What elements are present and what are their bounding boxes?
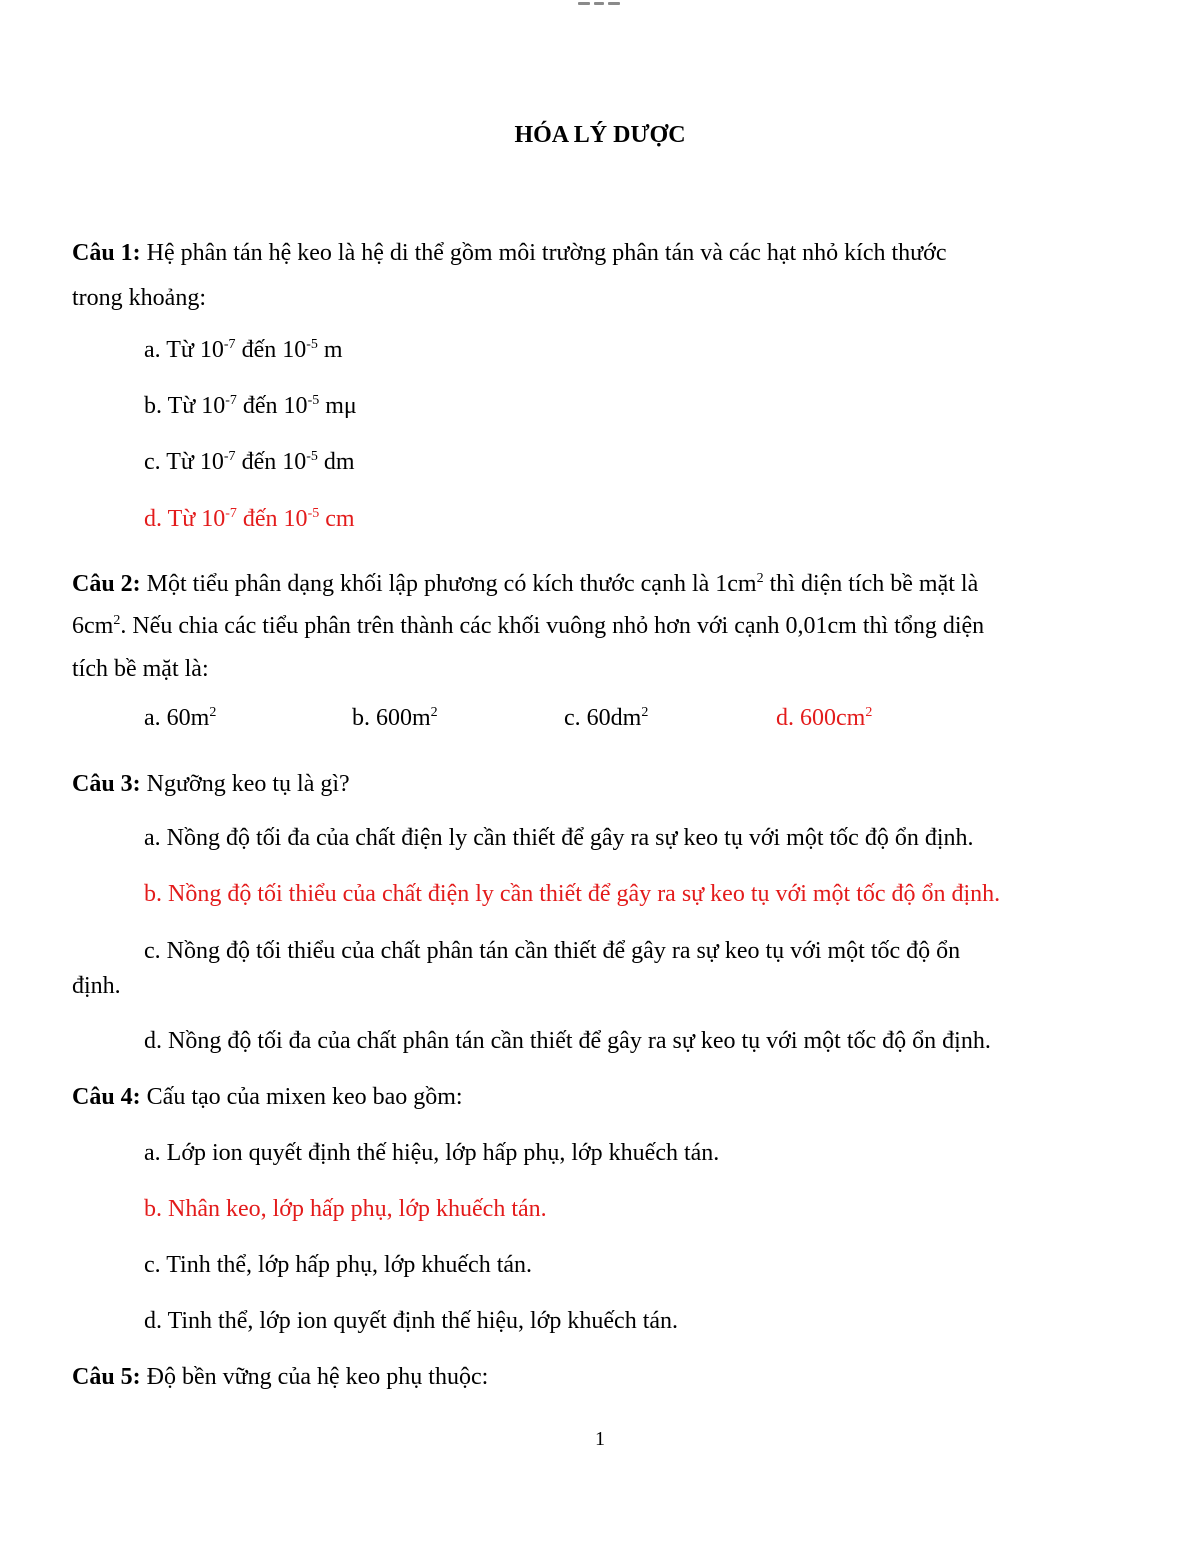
question-4-option-c: c. Tinh thể, lớp hấp phụ, lớp khuếch tán. — [144, 1252, 533, 1278]
question-1-option-d-correct: d. Từ $10^{-7}$ đến $10^{-5}$ cm — [144, 506, 355, 532]
question-3-option-a: a. Nồng độ tối đa của chất điện ly cần thiết để gây ra sự keo tụ với một tốc độ ổn định. — [144, 825, 974, 851]
question-2-stem-cont: $6cm^2$. Nếu chia các tiểu phân trên thành các khối vuông nhỏ hơn với cạnh 0,01cm thì tổng diện — [72, 613, 985, 639]
question-1-option-b: b. Từ $10^{-7}$ đến $10^{-5}$ mμ — [144, 393, 357, 419]
question-1-stem-cont: trong khoảng: — [72, 285, 206, 311]
question-2-stem: Câu 2: Một tiểu phân dạng khối lập phương có kích thước cạnh là $1cm^2$ thì diện tích bề mặt là — [72, 571, 979, 597]
question-4-option-d: d. Tinh thể, lớp ion quyết định thế hiệu, lớp khuếch tán. — [144, 1308, 679, 1334]
question-3-option-c-cont: định. — [72, 973, 121, 999]
header-mark — [578, 0, 622, 6]
question-label: Câu 5: — [72, 1364, 141, 1390]
question-2-option-b: b. $600m^2$ — [352, 705, 438, 731]
question-3-option-d: d. Nồng độ tối đa của chất phân tán cần thiết để gây ra sự keo tụ với một tốc độ ổn định. — [144, 1028, 991, 1054]
question-1-option-a: a. Từ $10^{-7}$ đến $10^{-5}$ m — [144, 337, 343, 363]
question-4-option-a: a. Lớp ion quyết định thế hiệu, lớp hấp phụ, lớp khuếch tán. — [144, 1140, 720, 1166]
question-1-option-c: c. Từ $10^{-7}$ đến $10^{-5}$ dm — [144, 449, 355, 475]
question-label: Câu 3: — [72, 771, 141, 797]
question-1-stem: Câu 1: Hệ phân tán hệ keo là hệ di thể gồm môi trường phân tán và các hạt nhỏ kích thước — [72, 240, 947, 266]
question-label: Câu 4: — [72, 1084, 141, 1110]
question-4-stem: Câu 4: Cấu tạo của mixen keo bao gồm: — [72, 1084, 463, 1110]
question-4-option-b-correct: b. Nhân keo, lớp hấp phụ, lớp khuếch tán. — [144, 1196, 547, 1222]
question-2-option-d-correct: d. $600cm^2$ — [776, 705, 873, 731]
page-number: 1 — [595, 1428, 605, 1450]
question-3-option-b-correct: b. Nồng độ tối thiểu của chất điện ly cần thiết để gây ra sự keo tụ với một tốc độ ổn định. — [144, 881, 1001, 907]
question-2-option-a: a. $60m^2$ — [144, 705, 217, 731]
question-label: Câu 1: — [72, 240, 141, 266]
question-5-stem: Câu 5: Độ bền vững của hệ keo phụ thuộc: — [72, 1364, 489, 1390]
document-title: HÓA LÝ DƯỢC — [514, 122, 686, 148]
question-label: Câu 2: — [72, 571, 141, 597]
question-2-option-c: c. $60dm^2$ — [564, 705, 649, 731]
question-2-stem-cont2: tích bề mặt là: — [72, 656, 209, 682]
question-3-option-c: c. Nồng độ tối thiểu của chất phân tán cần thiết để gây ra sự keo tụ với một tốc độ ổn — [144, 938, 961, 964]
question-3-stem: Câu 3: Ngưỡng keo tụ là gì? — [72, 771, 350, 797]
